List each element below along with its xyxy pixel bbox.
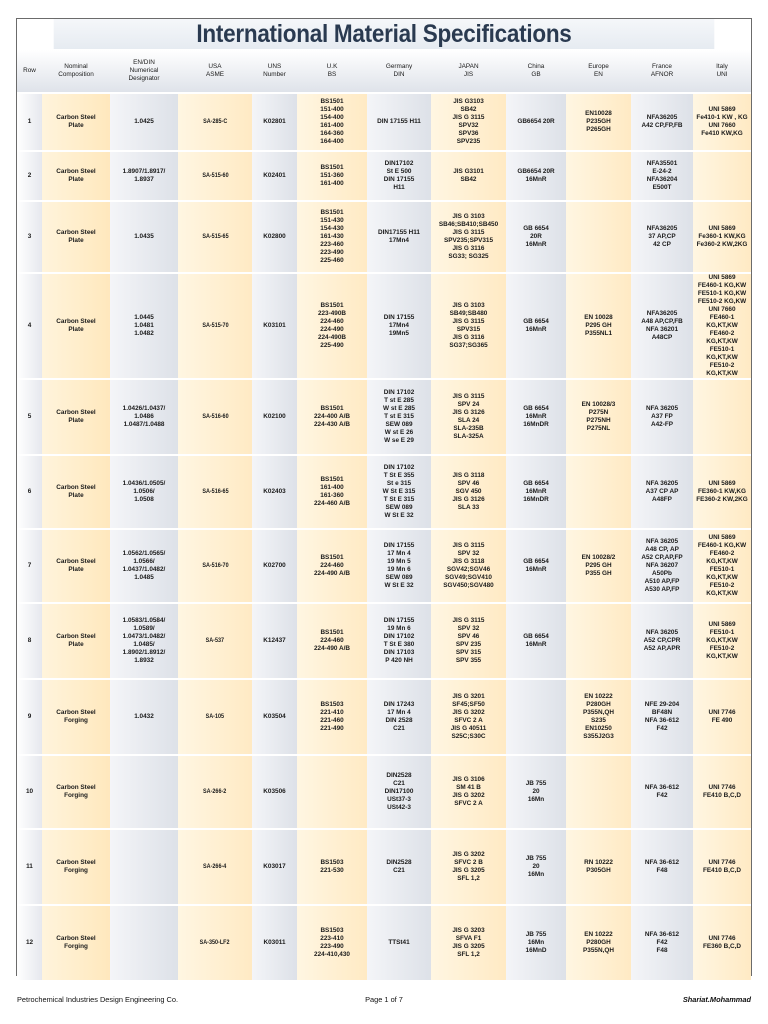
uni-spec: UNI 5869 FE460-1 KG,KW FE460-2 KG,KT,KW FE510-1 KG,KT,KW FE510-2 KG,KT,KW (693, 529, 751, 603)
bs-spec: BS1501 151-430 154-430 161-430 223-460 223-490 225-460 (297, 201, 367, 273)
row-number: 2 (17, 151, 42, 201)
asme-spec (178, 93, 252, 151)
afnor-spec: NFA 36205 A37 CP AP A48FP (631, 455, 693, 529)
gb-spec (506, 679, 566, 755)
table-row (17, 273, 751, 379)
asme-spec (178, 905, 252, 981)
bs-spec: BS1501 224-460 224-490 A/B (297, 529, 367, 603)
asme-spec-label: SA-537 (205, 637, 225, 644)
header-row (17, 50, 751, 93)
asme-spec (178, 379, 252, 455)
afnor-spec: NFA 36-612 F42 (631, 755, 693, 829)
jis-spec: JIS G 3115 SPV 32 JIS G 3118 SGV42;SGV46 SGV49;SGV410 SGV450;SGV480 (431, 529, 506, 603)
header-uns-number: UNS Number (252, 50, 297, 93)
din-spec: DIN 17155 17 Mn 4 19 Mn 5 19 Mn 6 SEW 089 W St E 32 (367, 529, 431, 603)
nominal-composition: Carbon Steel Forging (42, 679, 110, 755)
bs-spec: BS1503 223-410 223-490 224-410,430 (297, 905, 367, 981)
jis-spec: JIS G3103 SB42 JIS G 3115 SPV32 SPV36 SPV235 (431, 93, 506, 151)
row-number: 9 (17, 679, 42, 755)
asme-spec (178, 829, 252, 905)
nominal-composition: Carbon Steel Plate (42, 529, 110, 603)
gb-spec: GB 6654 16MnR 16MnDR (506, 379, 566, 455)
uns-number: K03101 (252, 273, 297, 379)
header-uk-bs: U.K BS (297, 50, 367, 93)
din-spec: DIN 17102 T st E 285 W st E 285 T st E 315 SEW 089 W st E 26 W se E 29 (367, 379, 431, 455)
row-number: 4 (17, 273, 42, 379)
jis-spec: JIS G3101 SB42 (431, 151, 506, 201)
en-din-designator (110, 829, 178, 905)
row-number: 1 (17, 93, 42, 151)
uns-number: K03504 (252, 679, 297, 755)
uns-number: K02700 (252, 529, 297, 603)
bs-spec: BS1501 151-400 154-400 161-400 164-360 164-400 (297, 93, 367, 151)
bs-spec: BS1501 224-400 A/B 224-430 A/B (297, 379, 367, 455)
asme-spec (178, 455, 252, 529)
en-din-designator: 1.0426/1.0437/ 1.0486 1.0487/1.0488 (110, 379, 178, 455)
gb-spec: GB6654 20R 16MnR (506, 151, 566, 201)
nominal-composition: Carbon Steel Plate (42, 151, 110, 201)
table-row (17, 529, 751, 603)
nominal-composition: Carbon Steel Plate (42, 93, 110, 151)
gb-spec: GB 6654 16MnR (506, 603, 566, 679)
table-row (17, 379, 751, 455)
asme-spec-label: SA-105 (205, 713, 225, 720)
nominal-composition: Carbon Steel Plate (42, 379, 110, 455)
asme-spec (178, 603, 252, 679)
uns-number: K03011 (252, 905, 297, 981)
din-spec: TTSt41 (367, 905, 431, 981)
din-spec: DIN 17102 T St E 355 St e 315 W St E 315 T St E 315 SEW 089 W St E 32 (367, 455, 431, 529)
header-usa-asme: USA ASME (178, 50, 252, 93)
asme-spec-label: SA-516-70 (201, 562, 229, 569)
en-spec (566, 151, 631, 201)
en-spec (566, 603, 631, 679)
nominal-composition: Carbon Steel Forging (42, 829, 110, 905)
nominal-composition: Carbon Steel Plate (42, 603, 110, 679)
uni-spec (693, 151, 751, 201)
en-din-designator: 1.0425 (110, 93, 178, 151)
table-row (17, 679, 751, 755)
afnor-spec: NFA 36-612 F48 (631, 829, 693, 905)
uns-number: K02401 (252, 151, 297, 201)
uni-spec: UNI 7746 FE410 B,C,D (693, 829, 751, 905)
gb-spec: JB 755 16Mn 16MnD (506, 905, 566, 981)
nominal-composition: Carbon Steel Plate (42, 455, 110, 529)
nominal-composition: Carbon Steel Forging (42, 905, 110, 981)
header-europe-en: Europe EN (566, 50, 631, 93)
uns-number: K02800 (252, 201, 297, 273)
asme-spec-label: SA-350-LF2 (200, 939, 230, 946)
uns-number: K12437 (252, 603, 297, 679)
uni-spec: UNI 5869 Fe360-1 KW,KG Fe360-2 KW,2KG (693, 201, 751, 273)
row-number: 7 (17, 529, 42, 603)
header-row: Row (17, 50, 42, 93)
uni-spec (693, 379, 751, 455)
jis-spec: JIS G 3103 SB49;SB480 JIS G 3115 SPV315 JIS G 3116 SG37;SG365 (431, 273, 506, 379)
uni-spec: UNI 7746 FE 490 (693, 679, 751, 755)
en-din-designator (110, 905, 178, 981)
afnor-spec: NFA 36205 A48 CP, AP A52 CP,AP,FP NFA 36207 A50Pb A510 AP,FP A530 AP,FP (631, 529, 693, 603)
header-nominal-composition: Nominal Composition (42, 50, 110, 93)
asme-spec-label: SA-516-65 (201, 488, 229, 495)
din-spec: DIN 17155 19 Mn 6 DIN 17102 T St E 380 DIN 17103 P 420 NH (367, 603, 431, 679)
jis-spec: JIS G 3202 SFVC 2 B JIS G 3205 SFL 1,2 (431, 829, 506, 905)
asme-spec (178, 529, 252, 603)
table-row (17, 201, 751, 273)
header-germany-din: Germany DIN (367, 50, 431, 93)
en-din-designator: 1.8907/1.8917/ 1.8937 (110, 151, 178, 201)
uns-number: K02801 (252, 93, 297, 151)
bs-spec (297, 755, 367, 829)
gb-spec: GB6654 20R (506, 93, 566, 151)
afnor-spec: NFA35501 E-24-2 NFA36204 E500T (631, 151, 693, 201)
header-japan-jis: JAPAN JIS (431, 50, 506, 93)
afnor-spec: NFA 36205 A37 FP A42-FP (631, 379, 693, 455)
gb-spec: JB 755 20 16Mn (506, 755, 566, 829)
din-spec: DIN 17243 17 Mn 4 DIN 2528 C21 (367, 679, 431, 755)
nominal-composition: Carbon Steel Forging (42, 755, 110, 829)
afnor-spec: NFA 36205 A52 CP,CPR A52 AP,APR (631, 603, 693, 679)
nominal-composition: Carbon Steel Plate (42, 273, 110, 379)
asme-spec (178, 273, 252, 379)
en-spec: EN 10222 P280GH P355N,QH (566, 905, 631, 981)
en-din-designator: 1.0445 1.0481 1.0482 (110, 273, 178, 379)
uns-number: K03017 (252, 829, 297, 905)
en-din-designator: 1.0435 (110, 201, 178, 273)
en-din-designator: 1.0562/1.0565/ 1.0566/ 1.0437/1.0482/ 1.0485 (110, 529, 178, 603)
en-spec: EN 10028/3 P275N P275NH P275NL (566, 379, 631, 455)
gb-spec: GB 6654 16MnR (506, 529, 566, 603)
table-row (17, 151, 751, 201)
din-spec: DIN2528 C21 DIN17100 USt37-3 USt42-3 (367, 755, 431, 829)
asme-spec-label: SA-515-70 (201, 322, 229, 329)
bs-spec: BS1501 223-490B 224-460 224-490 224-490B 225-490 (297, 273, 367, 379)
table-row (17, 905, 751, 981)
bs-spec: BS1501 161-400 161-360 224-460 A/B (297, 455, 367, 529)
en-din-designator (110, 755, 178, 829)
row-number: 5 (17, 379, 42, 455)
specifications-table (17, 50, 751, 982)
gb-spec: GB 6654 16MnR 16MnDR (506, 455, 566, 529)
table-row (17, 603, 751, 679)
asme-spec-label: SA-515-65 (201, 233, 229, 240)
footer-company: Petrochemical Industries Design Engineering Co. (17, 995, 179, 1004)
bs-spec: BS1501 224-460 224-490 A/B (297, 603, 367, 679)
row-number: 10 (17, 755, 42, 829)
table-row (17, 455, 751, 529)
afnor-spec: NFA36205 37 AP,CP 42 CP (631, 201, 693, 273)
gb-spec: GB 6654 20R 16MnR (506, 201, 566, 273)
din-spec: DIN 17155 H11 (367, 93, 431, 151)
en-spec: EN 10028/2 P295 GH P355 GH (566, 529, 631, 603)
uni-spec: UNI 5869 FE360-1 KW,KG FE360-2 KW,2KG (693, 455, 751, 529)
row-number: 11 (17, 829, 42, 905)
uni-spec: UNI 5869 FE460-1 KG,KW FE510-1 KG,KW FE510-2 KG,KW UNI 7660 FE460-1 KG,KT,KW FE460-2 KG,KT,KW FE510-1 KG,KT,KW FE510-2 KG,KT,KW (693, 273, 751, 379)
jis-spec: JIS G 3118 SPV 46 SGV 450 JIS G 3126 SLA 33 (431, 455, 506, 529)
jis-spec: JIS G 3115 SPV 24 JIS G 3126 SLA 24 SLA-235B SLA-325A (431, 379, 506, 455)
en-spec: EN 10028 P295 GH P355NL1 (566, 273, 631, 379)
bs-spec: BS1501 151-360 161-400 (297, 151, 367, 201)
nominal-composition: Carbon Steel Plate (42, 201, 110, 273)
en-din-designator: 1.0432 (110, 679, 178, 755)
footer-author: Shariat.Mohammad (682, 995, 751, 1004)
afnor-spec: NFA36205 A48 AP,CP,FB NFA 36201 A48CP (631, 273, 693, 379)
asme-spec-label: SA-266-4 (203, 863, 227, 870)
header-china-gb: China GB (506, 50, 566, 93)
asme-spec (178, 755, 252, 829)
uni-spec: UNI 7746 FE410 B,C,D (693, 755, 751, 829)
asme-spec (178, 151, 252, 201)
gb-spec: GB 6654 16MnR (506, 273, 566, 379)
table-row (17, 755, 751, 829)
afnor-spec: NFE 29-204 BF48N NFA 36-612 F42 (631, 679, 693, 755)
table-row (17, 829, 751, 905)
header-en-din-designator: EN/DIN Numerical Designator (110, 50, 178, 93)
asme-spec-label: SA-515-60 (201, 172, 229, 179)
row-number: 8 (17, 603, 42, 679)
asme-spec-label: SA-285-C (202, 118, 228, 125)
gb-spec: JB 755 20 16Mn (506, 829, 566, 905)
en-din-designator: 1.0436/1.0505/ 1.0506/ 1.0508 (110, 455, 178, 529)
din-spec: DIN17102 St E 500 DIN 17155 H11 (367, 151, 431, 201)
bs-spec: BS1503 221-530 (297, 829, 367, 905)
afnor-spec: NFA 36-612 F42 F48 (631, 905, 693, 981)
din-spec: DIN2528 C21 (367, 829, 431, 905)
header-italy-uni: Italy UNI (693, 50, 751, 93)
uni-spec: UNI 5869 FE510-1 KG,KT,KW FE510-2 KG,KT,KW (693, 603, 751, 679)
en-spec (566, 755, 631, 829)
din-spec: DIN17155 H11 17Mn4 (367, 201, 431, 273)
jis-spec: JIS G 3115 SPV 32 SPV 46 SPV 235 SPV 315 SPV 355 (431, 603, 506, 679)
en-spec (566, 201, 631, 273)
page-title: International Material Specifications (54, 19, 715, 49)
table-body (17, 93, 751, 981)
en-spec: EN10028 P235GH P265GH (566, 93, 631, 151)
jis-spec: JIS G 3103 SB46;SB410;SB450 JIS G 3115 SPV235;SPV315 JIS G 3116 SG33; SG325 (431, 201, 506, 273)
asme-spec-label: SA-266-2 (203, 788, 227, 795)
asme-spec (178, 679, 252, 755)
uns-number: K02403 (252, 455, 297, 529)
afnor-spec: NFA36205 A42 CP,FP,FB (631, 93, 693, 151)
footer-page-number: Page 1 of 7 (365, 995, 403, 1004)
bs-spec: BS1503 221-410 221-460 221-490 (297, 679, 367, 755)
jis-spec: JIS G 3106 SM 41 B JIS G 3202 SFVC 2 A (431, 755, 506, 829)
jis-spec: JIS G 3203 SFVA F1 JIS G 3205 SFL 1,2 (431, 905, 506, 981)
header-france-afnor: France AFNOR (631, 50, 693, 93)
row-number: 6 (17, 455, 42, 529)
jis-spec: JIS G 3201 SF45;SF50 JIS G 3202 SFVC 2 A JIS G 40511 S25C;S30C (431, 679, 506, 755)
en-spec (566, 455, 631, 529)
asme-spec-label: SA-516-60 (201, 413, 229, 420)
uns-number: K02100 (252, 379, 297, 455)
asme-spec (178, 201, 252, 273)
row-number: 3 (17, 201, 42, 273)
din-spec: DIN 17155 17Mn4 19Mn5 (367, 273, 431, 379)
uni-spec: UNI 5869 Fe410-1 KW , KG UNI 7660 Fe410 KW,KG (693, 93, 751, 151)
uni-spec: UNI 7746 FE360 B,C,D (693, 905, 751, 981)
en-spec: EN 10222 P280GH P355N,QH S235 EN10250 S355J2G3 (566, 679, 631, 755)
uns-number: K03506 (252, 755, 297, 829)
en-spec: RN 10222 P305GH (566, 829, 631, 905)
en-din-designator: 1.0583/1.0584/ 1.0589/ 1.0473/1.0482/ 1.0485/ 1.8902/1.8912/ 1.8932 (110, 603, 178, 679)
table-row (17, 93, 751, 151)
row-number: 12 (17, 905, 42, 981)
